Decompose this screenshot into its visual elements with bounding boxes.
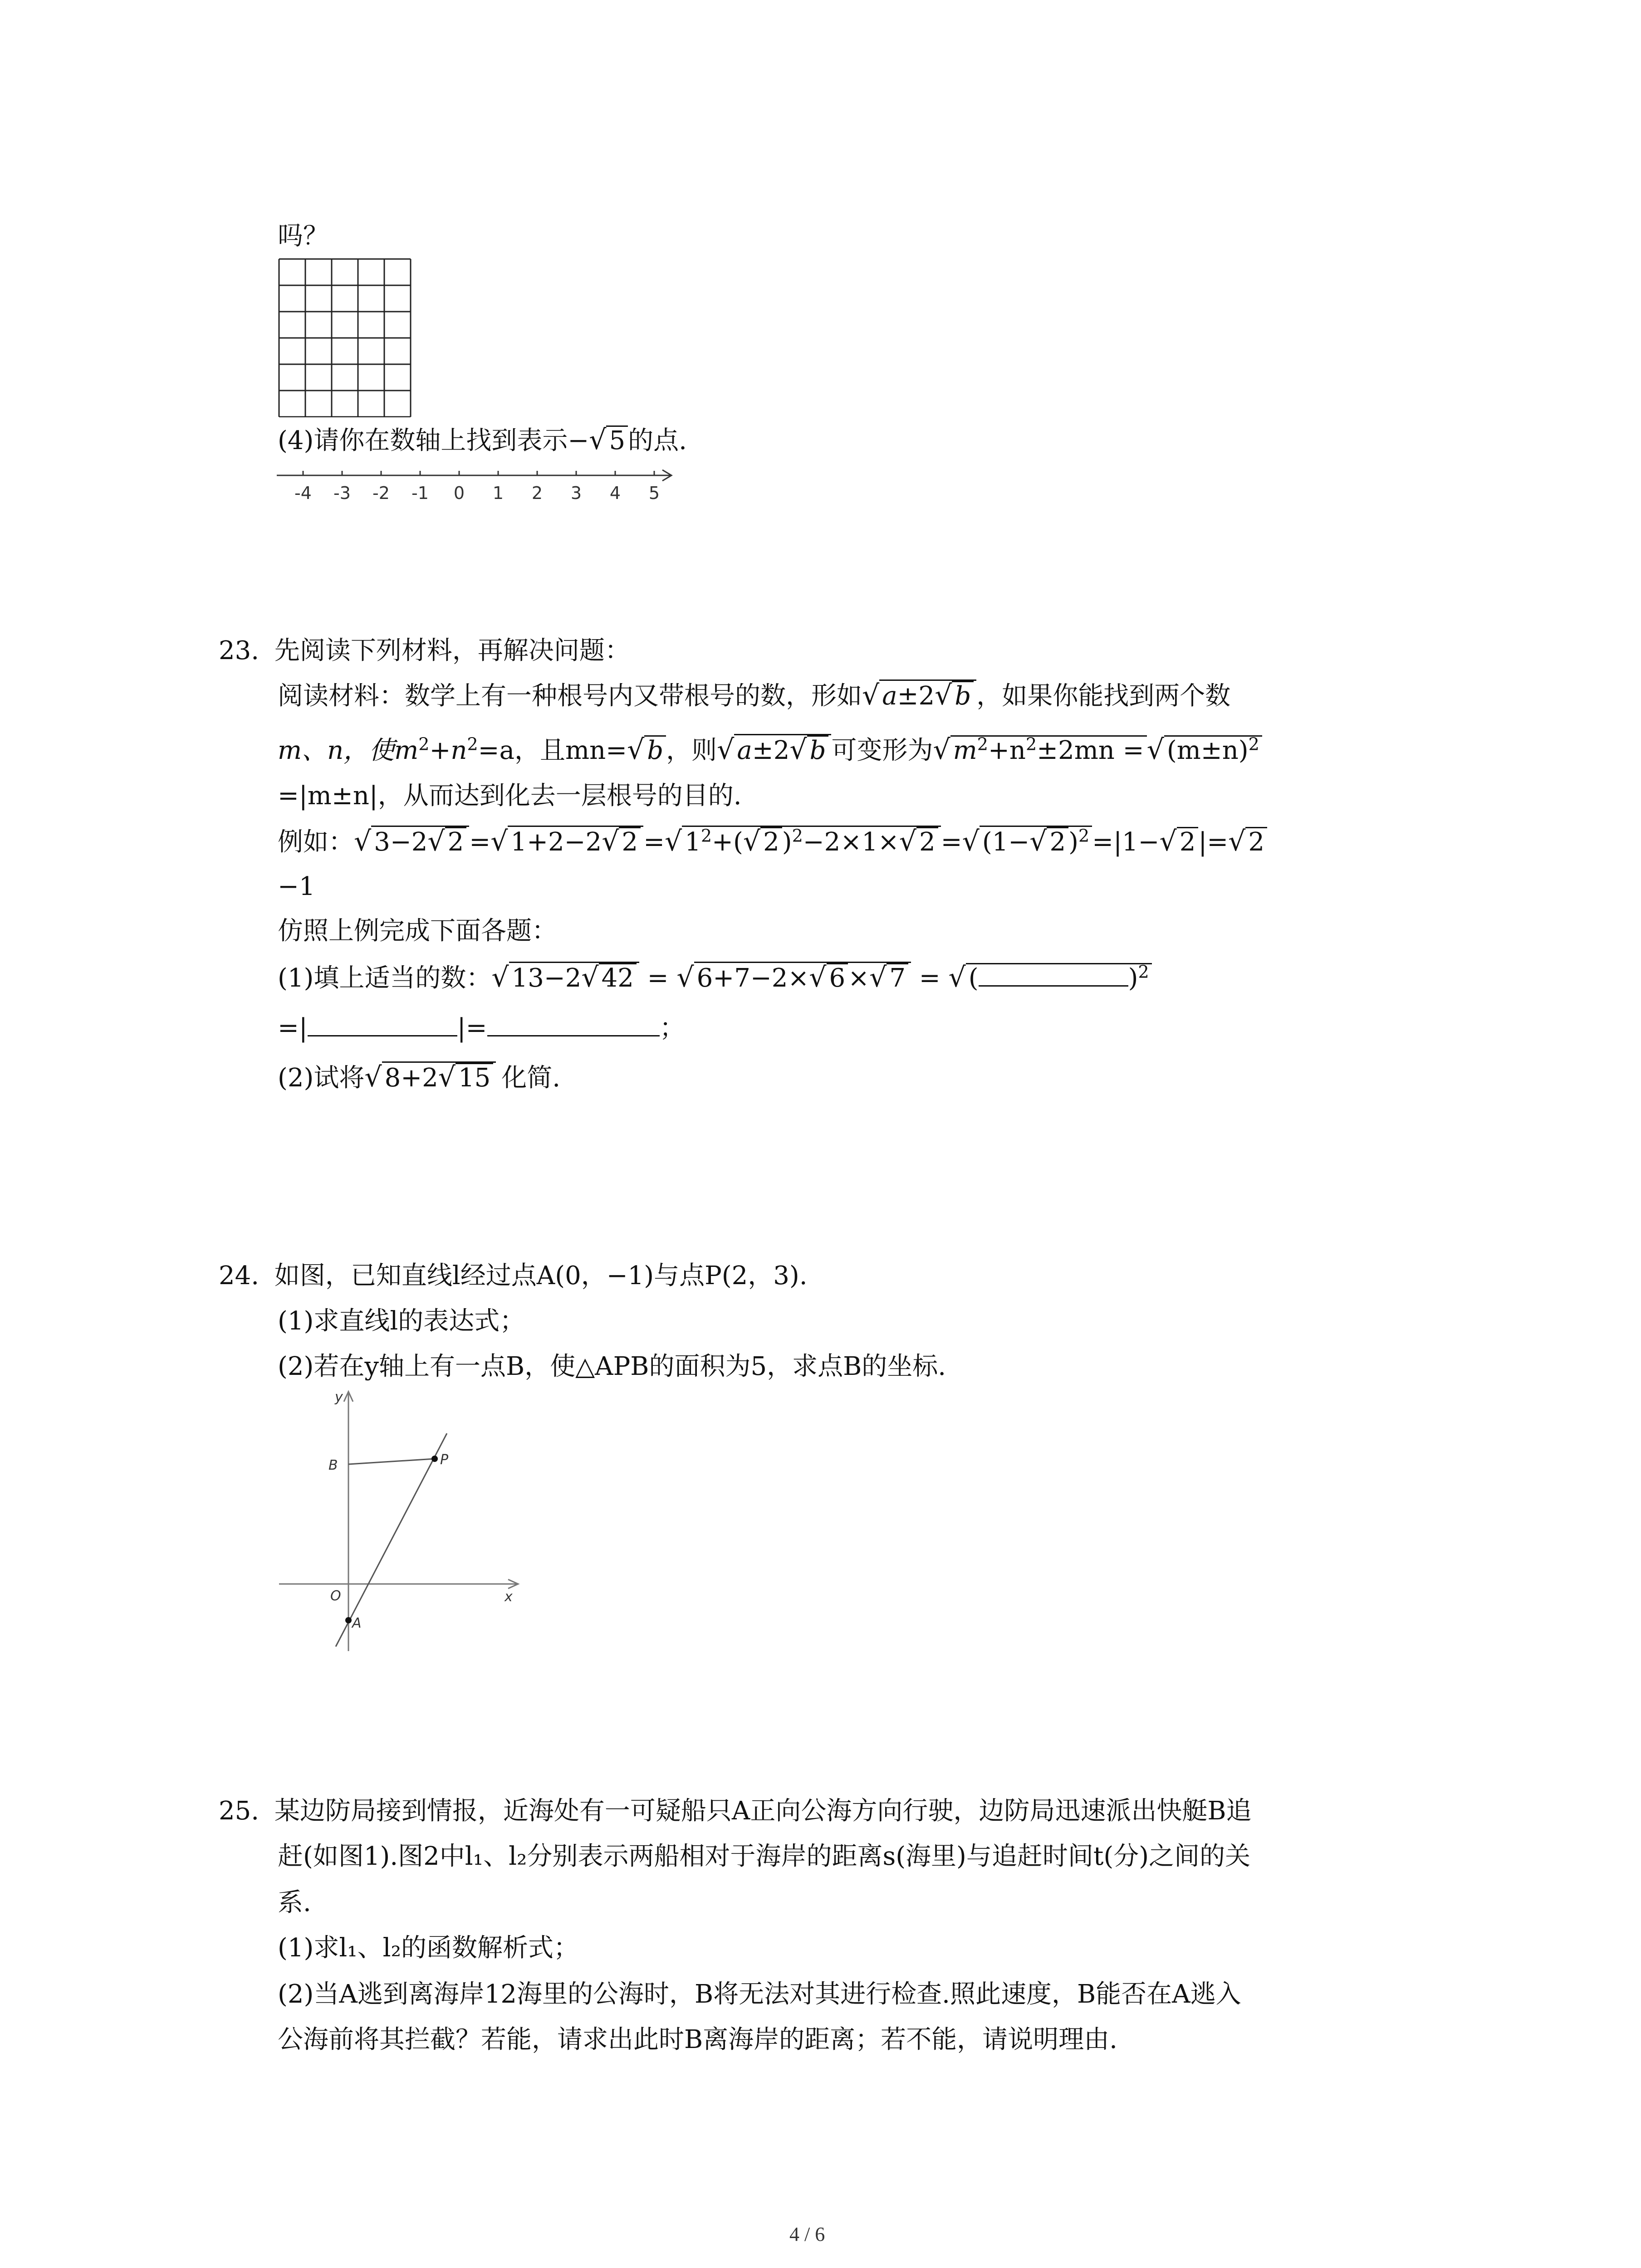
q23-header bbox=[219, 635, 630, 667]
q23-form-a: a bbox=[882, 681, 897, 711]
q23-radical-2-b: b bbox=[807, 735, 829, 765]
q23-example: 例如：√ 3−2√ 2 =√ 1+2−2√ 2 =√ $1^2+(√$ 2 )$^2$−2×1×√ 2 =√ (1−√ 2 )$^2$ =|1−√ 2 |=√ 2 bbox=[278, 826, 1267, 858]
number-line-tick-label: 2 bbox=[531, 483, 543, 503]
q23-eq-a: =a，且mn= bbox=[478, 736, 627, 765]
q25-line3: 系. bbox=[278, 1888, 311, 1917]
number-line-tick-label: -1 bbox=[411, 483, 429, 503]
answer-blank-2[interactable] bbox=[308, 1015, 457, 1036]
q22-tail: 吗？ bbox=[278, 221, 328, 251]
q23-radical-2: a±2√ b bbox=[734, 734, 831, 765]
q23-ex-p7: +( bbox=[712, 827, 743, 857]
q25-line2: 赶(如图1).图2中l₁、l₂分别表示两船相对于海岸的距离s(海里)与追赶时间t(分)之间的关 bbox=[278, 1842, 1251, 1871]
q23-m-pm-n: (m±n) bbox=[1166, 736, 1249, 765]
number-line-tick-label: -4 bbox=[294, 483, 312, 503]
q23-material-end: ，如果你能找到两个数 bbox=[976, 681, 1231, 711]
q23-ex-p18: |= bbox=[1198, 827, 1229, 857]
answer-blank-1[interactable] bbox=[979, 965, 1128, 987]
number-line-tick-label: -3 bbox=[333, 483, 351, 503]
q23-p2-suffix: 化简. bbox=[501, 1063, 561, 1093]
q22-part4: (4)请你在数轴上找到表示−√ 5 的点. bbox=[278, 424, 687, 456]
q23-ex-p5: = bbox=[643, 827, 665, 857]
q23-ex-p6: 1 bbox=[685, 827, 701, 857]
q25-part1: (1)求l₁、l₂的函数解析式； bbox=[278, 1933, 579, 1963]
q23-ex-p14: 2 bbox=[1047, 827, 1068, 856]
q23-radical-2-pm2: ±2 bbox=[752, 736, 790, 765]
q23-m: m bbox=[394, 736, 419, 765]
point-p-label: P bbox=[440, 1452, 449, 1468]
q23-ex-p17: 2 bbox=[1177, 827, 1199, 856]
q23-ex-p3: 1+2−2 bbox=[510, 827, 602, 857]
q23-p1-r2c: × bbox=[848, 963, 870, 993]
number-line-tick-label: 0 bbox=[453, 483, 465, 503]
number-line bbox=[276, 463, 684, 513]
point-b-label: B bbox=[328, 1457, 338, 1473]
q23-p1-end: ； bbox=[659, 1013, 685, 1043]
q25-header bbox=[219, 1795, 1251, 1827]
q23-p2-prefix: (2)试将 bbox=[278, 1063, 365, 1093]
q23-m-n: m、n，使 bbox=[278, 736, 395, 765]
q23-p1-r2: 6+7−2× bbox=[696, 963, 809, 993]
q25-part2-line2: 公海前将其拦截？若能，请求出此时B离海岸的距离；若不能，请说明理由. bbox=[278, 2025, 1117, 2054]
q23-p2-rb: 15 bbox=[456, 1063, 493, 1092]
q23-pm-2mn: ±2mn = bbox=[1037, 736, 1144, 765]
q24-part2: (2)若在y轴上有一点B，使△APB的面积为5，求点B的坐标. bbox=[278, 1352, 946, 1381]
origin-label: O bbox=[330, 1588, 341, 1604]
q23-then: ，则 bbox=[666, 736, 717, 765]
q23-ex-p10: −2×1× bbox=[803, 827, 899, 857]
q23-p1-prefix: (1)填上适当的数： bbox=[278, 963, 492, 993]
x-axis-label: x bbox=[505, 1589, 513, 1605]
q23-material-line2: m、n，使$m^2+n^2=a$，且mn=√ b ，则√ a±2√ b 可变形为√ $m^2+n^2\pm 2mn$ = √ $(m\pm n)^2$ bbox=[278, 734, 1262, 767]
q23-number: 23. bbox=[219, 636, 260, 665]
q23-ex-p1: 2 bbox=[445, 827, 467, 856]
q24-header bbox=[219, 1260, 808, 1292]
q23-part1-line2 bbox=[278, 1012, 685, 1044]
q23-ex-p11: 2 bbox=[916, 827, 938, 856]
number-line-tick-label: 3 bbox=[570, 483, 582, 503]
q23-ex-p4: 2 bbox=[619, 827, 641, 856]
q23-part2: (2)试将√ 8+2√ 15 化简. bbox=[278, 1061, 561, 1093]
page-number: 4 / 6 bbox=[789, 2223, 825, 2245]
q23-p1-bar-close: |= bbox=[457, 1013, 487, 1043]
q22-p4-radicand: 5 bbox=[606, 425, 628, 455]
q23-ex-p13: (1− bbox=[982, 827, 1030, 857]
q23-p1-r2d: 7 bbox=[887, 963, 908, 992]
q23-material-line3: =|m±n|，从而达到化去一层根号的目的. bbox=[278, 781, 742, 811]
q23-ex-p19: 2 bbox=[1245, 827, 1267, 856]
q23-form-b: b bbox=[952, 681, 974, 710]
q23-plus-n: +n bbox=[988, 736, 1026, 765]
q23-ex-p15: ) bbox=[1068, 827, 1078, 857]
y-axis-label: y bbox=[335, 1389, 343, 1405]
q23-material-text: 阅读材料：数学上有一种根号内又带根号的数，形如 bbox=[278, 681, 862, 711]
q23-transform: 可变形为 bbox=[831, 736, 933, 765]
q24-part1: (1)求直线l的表达式； bbox=[278, 1306, 525, 1336]
q23-ex-p2: = bbox=[469, 827, 491, 857]
q23-form-pm2: ±2 bbox=[897, 681, 935, 711]
q23-p1-r2b: 6 bbox=[827, 963, 848, 992]
q24-number: 24. bbox=[219, 1261, 260, 1290]
coordinate-figure bbox=[272, 1383, 526, 1656]
number-line-tick-label: -2 bbox=[372, 483, 390, 503]
answer-blank-3[interactable] bbox=[487, 1015, 660, 1036]
q23-ex-p16: =|1− bbox=[1092, 827, 1160, 857]
q23-part1: (1)填上适当的数：√ 13−2√ 42 = √ 6+7−2×√ 6 ×√ 7 = √ ( )$^2$ bbox=[278, 962, 1152, 994]
q23-radical-4: $(m\pm n)^2$ bbox=[1164, 735, 1262, 765]
q23-ex-p8: 2 bbox=[760, 827, 782, 856]
q23-p2-r: 8+2 bbox=[384, 1063, 438, 1093]
q23-sqrt-b: b bbox=[644, 735, 666, 765]
q22-p4-prefix: (4)请你在数轴上找到表示− bbox=[278, 426, 589, 455]
q23-p1-r1: 13−2 bbox=[511, 963, 582, 993]
q25-number: 25. bbox=[219, 1796, 260, 1826]
number-line-tick-label: 1 bbox=[492, 483, 504, 503]
q22-p4-suffix: 的点. bbox=[628, 426, 687, 455]
q23-form-radical: a±2√ b bbox=[879, 679, 976, 710]
q24-stem: 如图，已知直线l经过点A(0，−1)与点P(2，3). bbox=[274, 1261, 808, 1290]
q23-p1-bar-open: =| bbox=[278, 1013, 308, 1043]
q23-ex-p12: = bbox=[941, 827, 962, 857]
q23-instruct: 仿照上例完成下面各题： bbox=[278, 916, 557, 946]
q23-example-label: 例如： bbox=[278, 827, 354, 857]
q23-intro: 先阅读下列材料，再解决问题： bbox=[274, 636, 630, 665]
grid-figure bbox=[278, 258, 414, 417]
q25-part2-line1: (2)当A逃到离海岸12海里的公海时，B将无法对其进行检查.照此速度，B能否在A逃入 bbox=[278, 1980, 1241, 2009]
number-line-tick-label: 5 bbox=[648, 483, 660, 503]
q23-example-cont: −1 bbox=[278, 872, 315, 901]
q23-p1-r1b: 42 bbox=[599, 963, 637, 992]
number-line-tick-label: 4 bbox=[609, 483, 621, 503]
q25-line1: 某边防局接到情报，近海处有一可疑船只A正向公海方向行驶，边防局迅速派出快艇B追 bbox=[274, 1796, 1252, 1826]
q23-radical-2-a: a bbox=[737, 736, 752, 765]
q23-ex-p0: 3−2 bbox=[374, 827, 428, 857]
point-a-label: A bbox=[352, 1615, 362, 1631]
q23-material-line1: 阅读材料：数学上有一种根号内又带根号的数，形如√ a±2√ b ，如果你能找到两个数 bbox=[278, 679, 1231, 711]
q23-radical-3: $m^2+n^2\pm 2mn$ = bbox=[950, 735, 1147, 765]
q23-ex-p9: ) bbox=[782, 827, 792, 857]
